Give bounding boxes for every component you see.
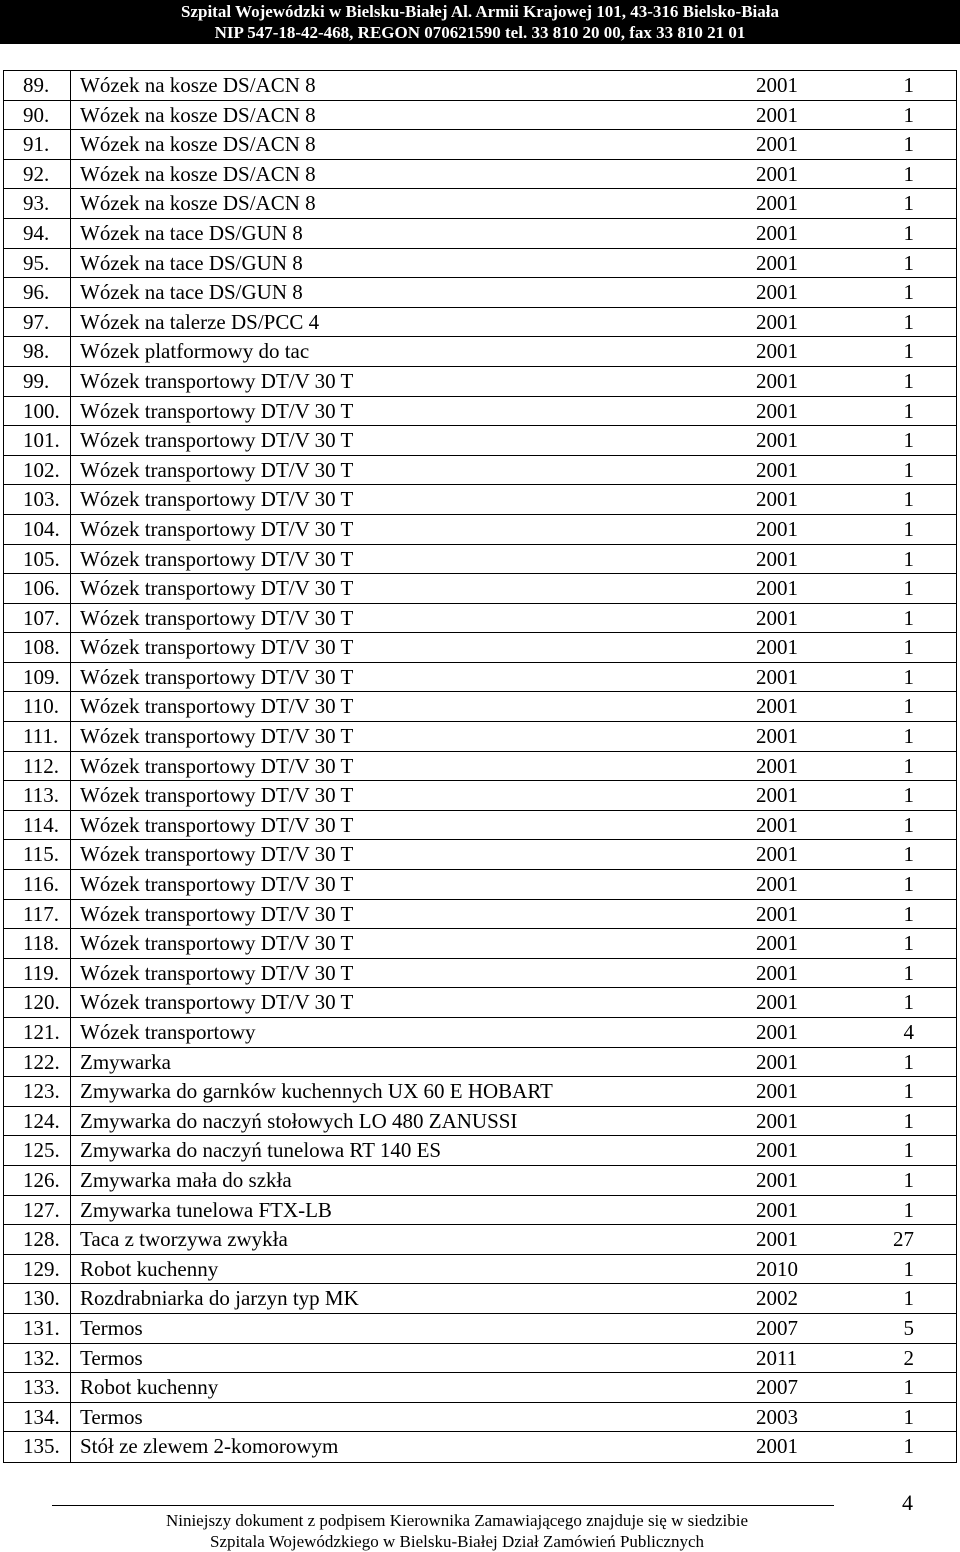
footer-line-2: Szpitala Wojewódzkiego w Bielsku-Białej Dział Zamówień Publicznych <box>209 1532 705 1551</box>
item-name: Wózek transportowy DT/V 30 T <box>80 960 354 985</box>
row-number: 108. <box>23 635 60 660</box>
row-number: 111. <box>23 724 59 749</box>
item-name: Wózek na tace DS/GUN 8 <box>80 280 303 305</box>
item-quantity: 1 <box>903 220 914 245</box>
column-divider <box>70 426 71 455</box>
header-address-line: Szpital Wojewódzki w Bielsku-Białej Al. Armii Krajowej 101, 43-316 Bielsko-Biała <box>181 2 779 21</box>
item-name: Wózek transportowy DT/V 30 T <box>80 457 354 482</box>
column-divider <box>70 101 71 130</box>
row-number: 127. <box>23 1197 60 1222</box>
item-year: 2001 <box>756 960 798 985</box>
item-name: Wózek na kosze DS/ACN 8 <box>80 73 316 97</box>
column-divider <box>70 308 71 337</box>
column-divider <box>70 1373 71 1402</box>
item-name: Wózek transportowy DT/V 30 T <box>80 605 354 630</box>
table-row <box>4 249 956 279</box>
row-number: 98. <box>23 339 50 364</box>
row-number: 120. <box>23 990 60 1015</box>
row-number: 114. <box>23 812 59 837</box>
item-year: 2001 <box>756 842 798 867</box>
item-quantity: 1 <box>903 960 914 985</box>
table-row <box>4 308 956 338</box>
row-number: 90. <box>23 102 50 127</box>
page-number: 4 <box>902 1490 913 1515</box>
item-name: Robot kuchenny <box>80 1256 219 1281</box>
item-name: Wózek transportowy DT/V 30 T <box>80 901 354 926</box>
item-year: 2001 <box>756 1020 798 1044</box>
table-row <box>4 71 956 101</box>
table-row <box>4 456 956 486</box>
row-number: 105. <box>23 546 60 571</box>
item-quantity: 1 <box>903 398 914 423</box>
column-divider <box>70 189 71 218</box>
item-name: Wózek platformowy do tac <box>80 339 310 364</box>
item-year: 2001 <box>756 309 798 334</box>
column-divider <box>70 1166 71 1195</box>
table-row <box>4 130 956 160</box>
item-year: 2001 <box>756 368 798 393</box>
item-quantity: 1 <box>903 1079 914 1104</box>
item-year: 2001 <box>756 132 798 157</box>
table-row <box>4 633 956 663</box>
item-name: Termos <box>80 1315 143 1340</box>
row-number: 96. <box>23 280 50 305</box>
column-divider <box>70 604 71 633</box>
item-year: 2001 <box>756 901 798 926</box>
item-year: 2001 <box>756 872 798 897</box>
row-number: 115. <box>23 842 59 867</box>
column-divider <box>70 71 71 100</box>
column-divider <box>70 1314 71 1343</box>
item-year: 2001 <box>756 102 798 127</box>
item-name: Wózek transportowy DT/V 30 T <box>80 516 354 541</box>
row-number: 134. <box>23 1404 60 1429</box>
item-name: Wózek na kosze DS/ACN 8 <box>80 161 316 186</box>
item-name: Wózek na talerze DS/PCC 4 <box>80 309 320 334</box>
table-row <box>4 1077 956 1107</box>
item-quantity: 1 <box>903 1049 914 1074</box>
row-number: 119. <box>23 960 59 985</box>
item-quantity: 1 <box>903 1375 914 1400</box>
item-quantity: 1 <box>903 753 914 778</box>
item-year: 2002 <box>756 1286 798 1311</box>
table-row <box>4 752 956 782</box>
item-name: Wózek na tace DS/GUN 8 <box>80 220 303 245</box>
row-number: 103. <box>23 487 60 512</box>
table-row <box>4 1373 956 1403</box>
item-year: 2001 <box>756 487 798 512</box>
item-year: 2001 <box>756 1138 798 1163</box>
item-name: Wózek transportowy DT/V 30 T <box>80 724 354 749</box>
item-quantity: 1 <box>903 1108 914 1133</box>
table-row <box>4 663 956 693</box>
row-number: 117. <box>23 901 59 926</box>
item-year: 2001 <box>756 428 798 453</box>
table-row <box>4 811 956 841</box>
item-quantity: 1 <box>903 664 914 689</box>
table-row <box>4 278 956 308</box>
column-divider <box>70 1048 71 1077</box>
item-year: 2001 <box>756 516 798 541</box>
footer-divider <box>52 1505 834 1506</box>
column-divider <box>70 929 71 958</box>
item-year: 2001 <box>756 161 798 186</box>
item-year: 2001 <box>756 1079 798 1104</box>
item-quantity: 1 <box>903 635 914 660</box>
item-quantity: 1 <box>903 783 914 808</box>
item-year: 2001 <box>756 990 798 1015</box>
item-year: 2001 <box>756 783 798 808</box>
item-year: 2001 <box>756 1049 798 1074</box>
item-quantity: 1 <box>903 872 914 897</box>
item-quantity: 1 <box>903 1404 914 1429</box>
item-name: Wózek na kosze DS/ACN 8 <box>80 132 316 157</box>
row-number: 93. <box>23 191 50 216</box>
table-row <box>4 1432 956 1462</box>
column-divider <box>70 1255 71 1284</box>
column-divider <box>70 456 71 485</box>
column-divider <box>70 633 71 662</box>
item-name: Wózek transportowy DT/V 30 T <box>80 576 354 601</box>
table-row <box>4 367 956 397</box>
row-number: 122. <box>23 1049 60 1074</box>
table-row <box>4 574 956 604</box>
item-quantity: 1 <box>903 457 914 482</box>
column-divider <box>70 160 71 189</box>
item-year: 2001 <box>756 250 798 275</box>
table-row <box>4 1166 956 1196</box>
column-divider <box>70 1403 71 1432</box>
item-quantity: 1 <box>903 812 914 837</box>
item-name: Rozdrabniarka do jarzyn typ MK <box>80 1286 359 1311</box>
table-row <box>4 722 956 752</box>
item-quantity: 1 <box>903 339 914 364</box>
item-quantity: 5 <box>903 1315 914 1340</box>
row-number: 109. <box>23 664 60 689</box>
table-row <box>4 1314 956 1344</box>
item-year: 2001 <box>756 812 798 837</box>
item-name: Wózek transportowy DT/V 30 T <box>80 931 354 956</box>
column-divider <box>70 1196 71 1225</box>
item-year: 2007 <box>756 1315 798 1340</box>
table-row <box>4 988 956 1018</box>
row-number: 110. <box>23 694 59 719</box>
row-number: 131. <box>23 1315 60 1340</box>
row-number: 125. <box>23 1138 60 1163</box>
item-year: 2001 <box>756 1108 798 1133</box>
item-quantity: 1 <box>903 901 914 926</box>
table-row <box>4 870 956 900</box>
row-number: 112. <box>23 753 59 778</box>
table-row <box>4 1225 956 1255</box>
row-number: 129. <box>23 1256 60 1281</box>
row-number: 126. <box>23 1167 60 1192</box>
item-year: 2001 <box>756 339 798 364</box>
table-row <box>4 426 956 456</box>
item-year: 2001 <box>756 398 798 423</box>
item-name: Wózek transportowy DT/V 30 T <box>80 783 354 808</box>
item-year: 2007 <box>756 1375 798 1400</box>
item-name: Wózek transportowy DT/V 30 T <box>80 812 354 837</box>
column-divider <box>70 1284 71 1313</box>
table-row <box>4 485 956 515</box>
table-row <box>4 515 956 545</box>
table-row <box>4 1048 956 1078</box>
item-name: Wózek transportowy DT/V 30 T <box>80 428 354 453</box>
item-quantity: 1 <box>903 694 914 719</box>
item-quantity: 1 <box>903 546 914 571</box>
table-row <box>4 692 956 722</box>
item-year: 2001 <box>756 1434 798 1459</box>
table-row <box>4 959 956 989</box>
item-quantity: 1 <box>903 487 914 512</box>
item-quantity: 1 <box>903 1434 914 1459</box>
item-quantity: 1 <box>903 102 914 127</box>
row-number: 130. <box>23 1286 60 1311</box>
item-year: 2011 <box>756 1345 798 1370</box>
item-year: 2001 <box>756 457 798 482</box>
item-quantity: 1 <box>903 191 914 216</box>
item-name: Wózek transportowy DT/V 30 T <box>80 872 354 897</box>
item-year: 2001 <box>756 73 798 97</box>
item-quantity: 1 <box>903 605 914 630</box>
item-quantity: 1 <box>903 842 914 867</box>
row-number: 91. <box>23 132 50 157</box>
row-number: 128. <box>23 1227 60 1252</box>
table-row <box>4 219 956 249</box>
row-number: 99. <box>23 368 50 393</box>
item-name: Wózek transportowy DT/V 30 T <box>80 368 354 393</box>
item-name: Wózek transportowy DT/V 30 T <box>80 664 354 689</box>
table-row <box>4 397 956 427</box>
table-row <box>4 1255 956 1285</box>
column-divider <box>70 988 71 1017</box>
row-number: 133. <box>23 1375 60 1400</box>
item-quantity: 1 <box>903 724 914 749</box>
item-year: 2001 <box>756 576 798 601</box>
equipment-table <box>3 70 957 1463</box>
item-name: Wózek transportowy <box>80 1020 256 1044</box>
column-divider <box>70 752 71 781</box>
row-number: 95. <box>23 250 50 275</box>
column-divider <box>70 130 71 159</box>
column-divider <box>70 337 71 366</box>
page-footer <box>52 1510 862 1552</box>
row-number: 94. <box>23 220 50 245</box>
header-contact-line: NIP 547-18-42-468, REGON 070621590 tel. 33 810 20 00, fax 33 810 21 01 <box>214 23 746 42</box>
item-quantity: 1 <box>903 931 914 956</box>
row-number: 89. <box>23 73 50 97</box>
table-row <box>4 1107 956 1137</box>
row-number: 107. <box>23 605 60 630</box>
item-year: 2001 <box>756 635 798 660</box>
item-quantity: 1 <box>903 309 914 334</box>
item-name: Wózek na tace DS/GUN 8 <box>80 250 303 275</box>
item-quantity: 1 <box>903 1167 914 1192</box>
item-name: Stół ze zlewem 2-komorowym <box>80 1434 339 1459</box>
item-quantity: 1 <box>903 516 914 541</box>
footer-line-1: Niniejszy dokument z podpisem Kierownika Zamawiającego znajduje się w siedzibie <box>165 1511 749 1530</box>
page-header <box>0 0 960 44</box>
item-year: 2003 <box>756 1404 798 1429</box>
item-quantity: 1 <box>903 368 914 393</box>
row-number: 135. <box>23 1434 60 1459</box>
item-name: Zmywarka do garnków kuchennych UX 60 E HOBART <box>80 1079 553 1104</box>
item-name: Wózek transportowy DT/V 30 T <box>80 753 354 778</box>
item-quantity: 1 <box>903 1138 914 1163</box>
column-divider <box>70 959 71 988</box>
column-divider <box>70 692 71 721</box>
row-number: 113. <box>23 783 59 808</box>
column-divider <box>70 367 71 396</box>
column-divider <box>70 1432 71 1462</box>
item-quantity: 1 <box>903 250 914 275</box>
item-name: Zmywarka mała do szkła <box>80 1167 292 1192</box>
column-divider <box>70 249 71 278</box>
column-divider <box>70 781 71 810</box>
column-divider <box>70 1225 71 1254</box>
row-number: 92. <box>23 161 50 186</box>
item-name: Wózek transportowy DT/V 30 T <box>80 398 354 423</box>
row-number: 100. <box>23 398 60 423</box>
item-year: 2010 <box>756 1256 798 1281</box>
column-divider <box>70 1018 71 1047</box>
item-quantity: 1 <box>903 161 914 186</box>
column-divider <box>70 722 71 751</box>
item-quantity: 2 <box>903 1345 914 1370</box>
row-number: 106. <box>23 576 60 601</box>
item-year: 2001 <box>756 931 798 956</box>
item-quantity: 1 <box>903 280 914 305</box>
table-row <box>4 781 956 811</box>
column-divider <box>70 515 71 544</box>
table-row <box>4 545 956 575</box>
item-quantity: 1 <box>903 132 914 157</box>
column-divider <box>70 811 71 840</box>
item-name: Wózek transportowy DT/V 30 T <box>80 842 354 867</box>
item-name: Taca z tworzywa zwykła <box>80 1227 288 1252</box>
column-divider <box>70 840 71 869</box>
item-name: Wózek transportowy DT/V 30 T <box>80 694 354 719</box>
column-divider <box>70 397 71 426</box>
item-name: Wózek transportowy DT/V 30 T <box>80 635 354 660</box>
item-name: Zmywarka tunelowa FTX-LB <box>80 1197 332 1222</box>
column-divider <box>70 545 71 574</box>
table-row <box>4 929 956 959</box>
table-row <box>4 101 956 131</box>
row-number: 123. <box>23 1079 60 1104</box>
item-quantity: 1 <box>903 428 914 453</box>
item-year: 2001 <box>756 1227 798 1252</box>
item-name: Wózek na kosze DS/ACN 8 <box>80 102 316 127</box>
column-divider <box>70 870 71 899</box>
table-row <box>4 1284 956 1314</box>
column-divider <box>70 663 71 692</box>
row-number: 124. <box>23 1108 60 1133</box>
item-name: Zmywarka do naczyń stołowych LO 480 ZANUSSI <box>80 1108 518 1133</box>
column-divider <box>70 900 71 929</box>
item-quantity: 1 <box>903 990 914 1015</box>
item-year: 2001 <box>756 280 798 305</box>
table-row <box>4 337 956 367</box>
row-number: 101. <box>23 428 60 453</box>
item-quantity: 1 <box>903 1286 914 1311</box>
column-divider <box>70 1107 71 1136</box>
item-quantity: 4 <box>903 1020 914 1044</box>
item-quantity: 1 <box>903 73 914 97</box>
column-divider <box>70 1136 71 1165</box>
row-number: 104. <box>23 516 60 541</box>
item-name: Wózek transportowy DT/V 30 T <box>80 990 354 1015</box>
item-name: Termos <box>80 1345 143 1370</box>
table-row <box>4 189 956 219</box>
table-row <box>4 840 956 870</box>
table-row <box>4 1344 956 1374</box>
table-row <box>4 900 956 930</box>
table-row <box>4 1018 956 1048</box>
table-row <box>4 604 956 634</box>
row-number: 97. <box>23 309 50 334</box>
item-quantity: 27 <box>893 1227 914 1252</box>
item-name: Wózek transportowy DT/V 30 T <box>80 546 354 571</box>
item-name: Wózek na kosze DS/ACN 8 <box>80 191 316 216</box>
item-name: Wózek transportowy DT/V 30 T <box>80 487 354 512</box>
item-quantity: 1 <box>903 576 914 601</box>
column-divider <box>70 219 71 248</box>
column-divider <box>70 1344 71 1373</box>
row-number: 118. <box>23 931 59 956</box>
row-number: 116. <box>23 872 59 897</box>
item-year: 2001 <box>756 546 798 571</box>
item-year: 2001 <box>756 220 798 245</box>
item-name: Zmywarka <box>80 1049 171 1074</box>
item-year: 2001 <box>756 694 798 719</box>
item-name: Robot kuchenny <box>80 1375 219 1400</box>
row-number: 132. <box>23 1345 60 1370</box>
column-divider <box>70 574 71 603</box>
item-year: 2001 <box>756 753 798 778</box>
item-quantity: 1 <box>903 1256 914 1281</box>
item-year: 2001 <box>756 191 798 216</box>
column-divider <box>70 485 71 514</box>
row-number: 121. <box>23 1020 60 1044</box>
table-row <box>4 160 956 190</box>
column-divider <box>70 1077 71 1106</box>
item-quantity: 1 <box>903 1197 914 1222</box>
item-name: Termos <box>80 1404 143 1429</box>
item-name: Zmywarka do naczyń tunelowa RT 140 ES <box>80 1138 442 1163</box>
item-year: 2001 <box>756 664 798 689</box>
table-row <box>4 1196 956 1226</box>
table-row <box>4 1136 956 1166</box>
table-row <box>4 1403 956 1433</box>
column-divider <box>70 278 71 307</box>
row-number: 102. <box>23 457 60 482</box>
item-year: 2001 <box>756 605 798 630</box>
item-year: 2001 <box>756 1167 798 1192</box>
item-year: 2001 <box>756 724 798 749</box>
item-year: 2001 <box>756 1197 798 1222</box>
